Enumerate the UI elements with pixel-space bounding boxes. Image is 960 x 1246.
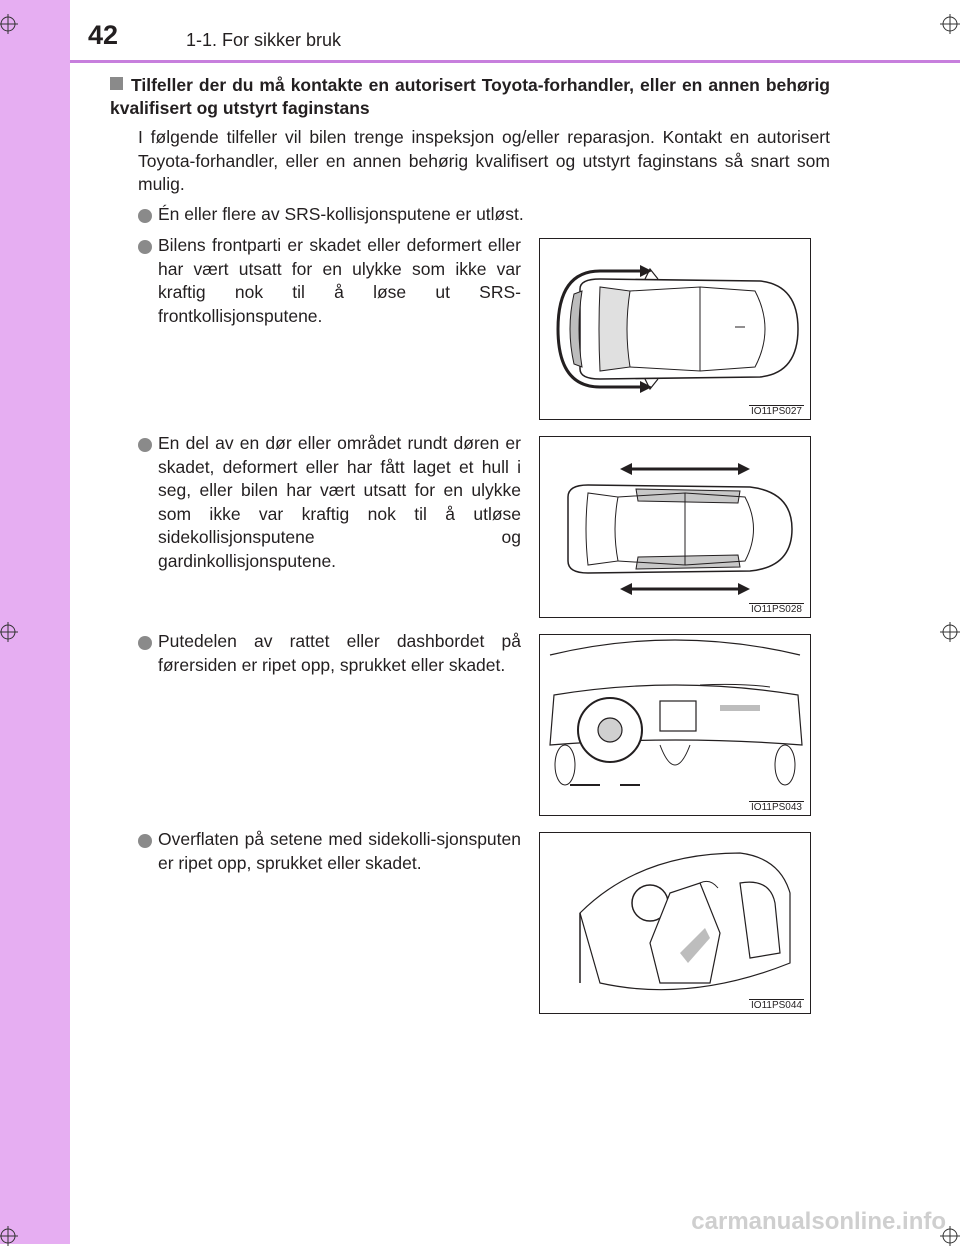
- registration-mark-icon: [0, 622, 18, 642]
- figure-code: IO11PS028: [751, 604, 802, 615]
- dashboard-icon: [540, 635, 810, 815]
- intro-paragraph: I følgende tilfeller vil bilen trenge inspeksjon og/eller reparasjon. Kontakt en autorisert Toyota-forhandler, eller en annen behørig kvalifisert og utstyrt faginstans så snart som mulig.: [138, 127, 830, 194]
- registration-mark-icon: [940, 622, 960, 642]
- figure-dashboard: [539, 634, 811, 816]
- figure-seats: [539, 832, 811, 1014]
- bullet-item: En del av en dør eller området rundt døren er skadet, deformert eller har fått laget et hull i seg, eller bilen har vært utsatt for en ulykke som ikke var kraftig nok til å utløse sidekollisjonsputene og gardinkollisjonsputene.: [138, 432, 521, 573]
- bullet-item: Putedelen av rattet eller dashbordet på førersiden er ripet opp, sprukket eller skadet.: [138, 630, 521, 677]
- header-rule: [70, 60, 960, 63]
- car-seat-icon: [540, 833, 810, 1013]
- bullet-dot-icon: [138, 209, 152, 223]
- registration-mark-icon: [0, 14, 18, 34]
- square-bullet-icon: [110, 77, 123, 90]
- section-heading: Tilfeller der du må kontakte en autorisert Toyota-forhandler, eller en annen behørig kvalifisert og utstyrt faginstans: [110, 75, 830, 118]
- watermark: carmanualsonline.info: [691, 1208, 946, 1235]
- section-title: 1-1. For sikker bruk: [186, 30, 342, 50]
- car-top-view-icon: [540, 239, 810, 419]
- bullet-dot-icon: [138, 438, 152, 452]
- figure-side-impact: [539, 436, 811, 618]
- figure-code: IO11PS043: [751, 802, 802, 813]
- page-number: 42: [88, 20, 119, 50]
- registration-mark-icon: [0, 1226, 18, 1246]
- bullet-dot-icon: [138, 240, 152, 254]
- bullet-item: Overflaten på setene med sidekolli-sjonsputen er ripet opp, sprukket eller skadet.: [138, 828, 521, 875]
- bullet-dot-icon: [138, 834, 152, 848]
- bullet-item: Én eller flere av SRS-kollisjonsputene er utløst.: [138, 203, 830, 227]
- car-top-view-icon: [540, 437, 810, 617]
- bullet-dot-icon: [138, 636, 152, 650]
- figure-front-impact: [539, 238, 811, 420]
- registration-mark-icon: [940, 14, 960, 34]
- bullet-item: Bilens frontparti er skadet eller deformert eller har vært utsatt for en ulykke som ikke var kraftig nok til å løse ut SRS-frontkollisjonsputene.: [138, 234, 521, 328]
- figure-code: IO11PS044: [751, 1000, 802, 1011]
- figure-code: IO11PS027: [751, 406, 802, 417]
